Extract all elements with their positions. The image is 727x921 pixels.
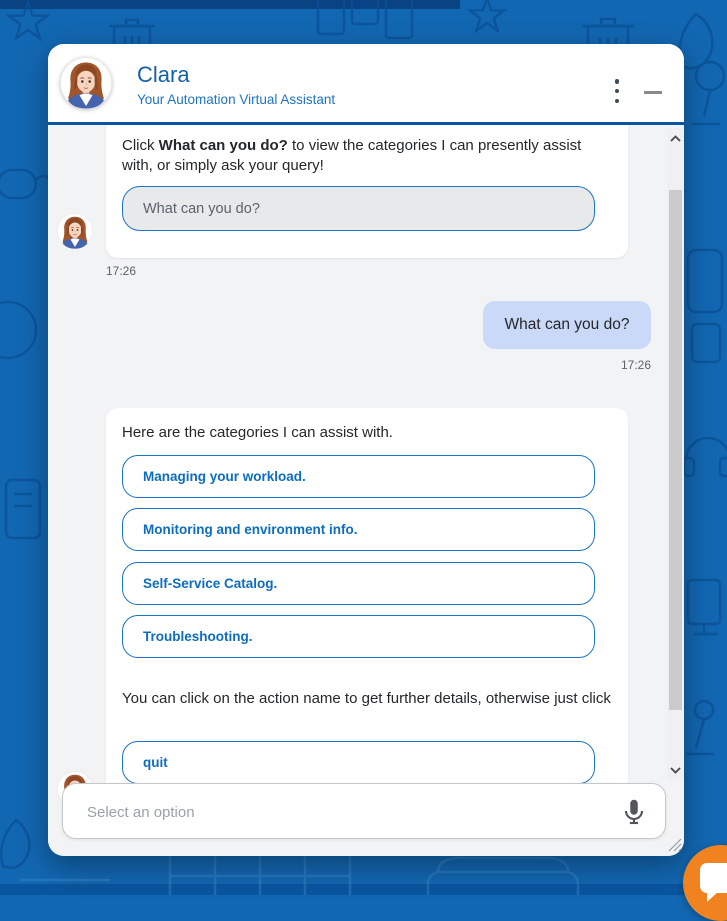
kebab-menu-icon[interactable]	[610, 77, 624, 105]
category-button-troubleshooting[interactable]: Troubleshooting.	[122, 615, 595, 658]
category-button-managing-workload[interactable]: Managing your workload.	[122, 455, 595, 498]
bot-intro-text: Click What can you do? to view the categories I can presently assist with, or simply ask your query!	[122, 137, 582, 174]
categories-intro-text: Here are the categories I can assist with.	[122, 424, 393, 441]
bot-message-categories	[106, 408, 628, 812]
assistant-name: Clara	[137, 62, 190, 87]
chat-header	[48, 44, 684, 125]
category-button-monitoring[interactable]: Monitoring and environment info.	[122, 508, 595, 551]
scrollbar-thumb[interactable]	[669, 190, 682, 710]
chat-launcher-button[interactable]	[683, 845, 727, 921]
chevron-up-icon[interactable]	[669, 132, 682, 144]
assistant-avatar	[60, 57, 112, 109]
assistant-subtitle: Your Automation Virtual Assistant	[137, 92, 336, 107]
resize-grip-icon[interactable]	[666, 836, 682, 852]
chevron-down-icon[interactable]	[669, 764, 682, 776]
chat-window	[48, 44, 684, 856]
message-list	[48, 125, 684, 856]
minimize-icon[interactable]	[641, 84, 665, 100]
bot-message-timestamp: 17:26	[106, 264, 137, 278]
user-message-bubble: What can you do?	[483, 301, 651, 349]
category-button-self-service-catalog[interactable]: Self-Service Catalog.	[122, 562, 595, 605]
microphone-icon[interactable]	[619, 797, 649, 827]
categories-outro-text: You can click on the action name to get further details, otherwise just click	[122, 690, 611, 707]
user-message-timestamp: 17:26	[620, 358, 651, 372]
chat-input[interactable]	[87, 798, 607, 826]
quick-reply-what-can-you-do[interactable]: What can you do?	[122, 186, 595, 231]
bot-avatar-small	[57, 213, 93, 249]
quit-button[interactable]: quit	[122, 741, 595, 784]
chat-input-bar	[62, 783, 666, 839]
bot-message-intro	[106, 125, 628, 258]
scrollbar[interactable]	[667, 128, 684, 780]
